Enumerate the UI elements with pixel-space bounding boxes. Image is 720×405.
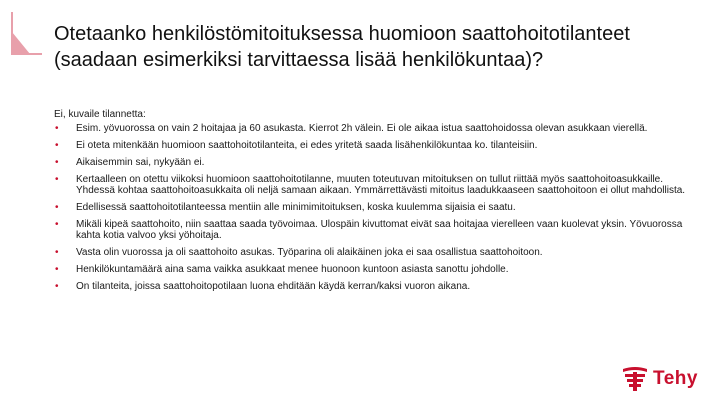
- list-item-text: Esim. yövuorossa on vain 2 hoitajaa ja 60 asukasta. Kierrot 2h välein. Ei ole aikaa istua saattohoidossa olevan asukkaan vierellä.: [76, 123, 648, 134]
- list-item: [54, 202, 690, 213]
- bullet-marker: •: [55, 157, 59, 168]
- corner-decoration: [10, 10, 44, 56]
- list-item: [54, 157, 690, 168]
- list-item: [54, 264, 690, 275]
- list-item: [54, 174, 690, 196]
- logo-text: Tehy: [653, 368, 698, 389]
- list-item: [54, 140, 690, 151]
- bullet-marker: •: [55, 219, 59, 230]
- bullet-marker: •: [55, 281, 59, 292]
- list-item-text: Mikäli kipeä saattohoito, niin saattaa saada työvoimaa. Ulospäin kivuttomat eivät saa hoitajaa vierelleen vaan kuolevat yksin. Yövuorossa kahta kotia valvoo yksi yöhoitaja.: [76, 219, 683, 241]
- list-item: [54, 281, 690, 292]
- slide-content: [54, 109, 690, 298]
- list-item-text: Ei oteta mitenkään huomioon saattohoitotilanteita, ei edes yritetä saada lisähenkilökuntaa ko. tilanteisiin.: [76, 140, 538, 151]
- bullet-marker: •: [55, 202, 59, 213]
- bullet-marker: •: [55, 247, 59, 258]
- list-item: [54, 247, 690, 258]
- bullet-marker: •: [55, 140, 59, 151]
- bullet-marker: •: [55, 123, 59, 134]
- tehy-logo-icon: [622, 366, 648, 392]
- list-item: [54, 219, 690, 241]
- list-item-text: On tilanteita, joissa saattohoitopotilaan luona ehditään käydä kerran/kaksi vuoron aikana.: [76, 281, 471, 292]
- list-item-text: Kertaalleen on otettu viikoksi huomioon saattohoitotilanne, muuten toteutuvan mitoituksen on tullut riittää myös saattohoitoasukkaille. Yhdessä kohtaa saattohoitoasukkaita oli neljä samaan aikaan. Ymmärrettävästi mitoitus laadukkaaseen saattohoitoon ei ollut mahdollista.: [76, 174, 686, 196]
- tehy-logo: [622, 364, 698, 394]
- bullet-marker: •: [55, 264, 59, 275]
- slide-title: Otetaanko henkilöstömitoituksessa huomioon saattohoitotilanteet (saadaan esimerkiksi tarvittaessa lisää henkilökuntaa)?: [54, 23, 630, 71]
- list-item: [54, 123, 690, 134]
- list-item-text: Edellisessä saattohoitotilanteessa mentiin alle minimimitoituksen, koska kuulemma sijaisia ei saatu.: [76, 202, 516, 213]
- list-item-text: Aikaisemmin sai, nykyään ei.: [76, 157, 205, 168]
- list-item-text: Henkilökuntamäärä aina sama vaikka asukkaat menee huonoon kuntoon asiasta sanottu johdolle.: [76, 264, 509, 275]
- intro-text: Ei, kuvaile tilannetta:: [54, 109, 146, 120]
- bullet-list: [54, 123, 690, 292]
- bullet-marker: •: [55, 174, 59, 185]
- list-item-text: Vasta olin vuorossa ja oli saattohoito asukas. Työparina oli alaikäinen joka ei saa osallistua saattohoitoon.: [76, 247, 543, 258]
